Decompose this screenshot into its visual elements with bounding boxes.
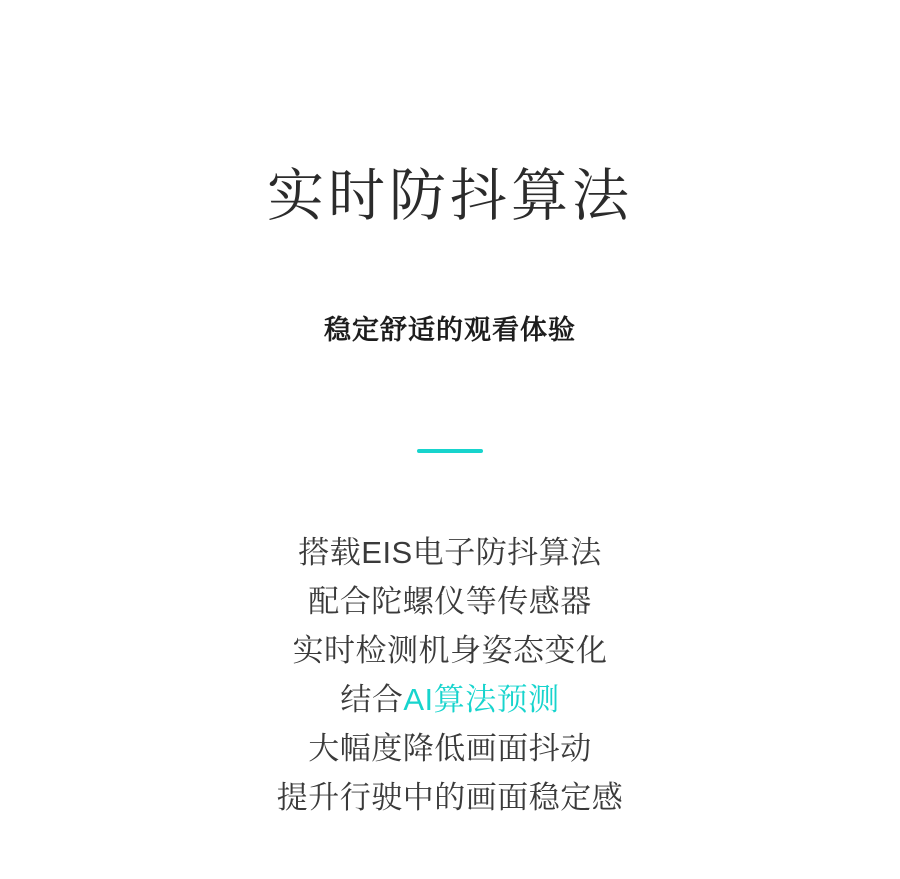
page-subtitle: 稳定舒适的观看体验: [324, 314, 576, 345]
description-line: 实时检测机身姿态变化: [292, 633, 608, 669]
description-line: 提升行驶中的画面稳定感: [276, 780, 624, 816]
description-line-highlighted: [277, 675, 624, 724]
description-line: 大幅度降低画面抖动: [308, 731, 592, 767]
description-line-accent-text: AI算法预测: [403, 682, 560, 718]
description-line-prefix: 结合: [340, 682, 404, 718]
feature-description: [277, 528, 624, 822]
page-title: 实时防抖算法: [267, 164, 633, 228]
description-line: 配合陀螺仪等传感器: [308, 584, 592, 620]
description-line: 搭载EIS电子防抖算法: [298, 535, 602, 571]
accent-divider: [417, 449, 483, 453]
